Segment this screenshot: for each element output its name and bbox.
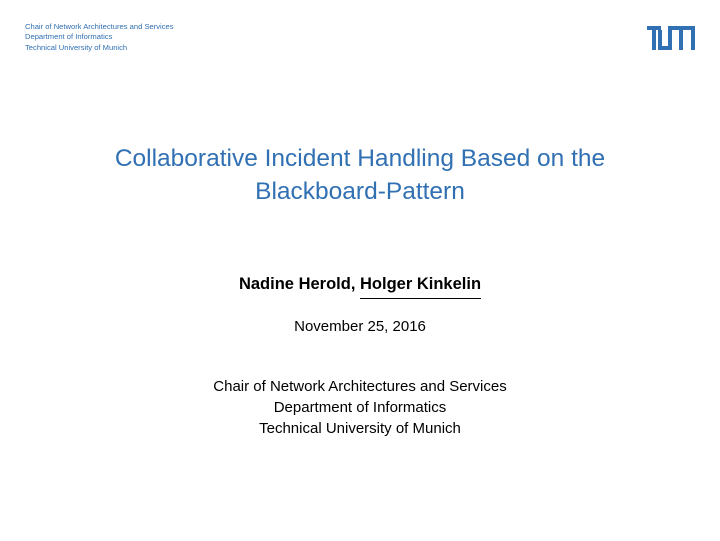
presentation-date: November 25, 2016 (294, 318, 426, 335)
presenter-name: Holger Kinkelin (360, 275, 481, 299)
affiliation-chair: Chair of Network Architectures and Services (213, 378, 507, 395)
author-name: Nadine Herold, (238, 275, 360, 293)
slide-title (0, 142, 720, 208)
header-department-line: Department of Informatics (25, 32, 113, 42)
header-university-line: Technical University of Munich (25, 42, 128, 52)
slide-title-line-2: Blackboard-Pattern (255, 178, 465, 205)
affiliation-department: Department of Informatics (273, 399, 447, 416)
tum-logo-icon (647, 26, 695, 50)
header-chair-line: Chair of Network Architectures and Services (25, 22, 174, 31)
slide-title-line-1: Collaborative Incident Handling Based on the (114, 145, 606, 172)
affiliation-university: Technical University of Munich (259, 420, 461, 437)
header-affiliation (25, 22, 174, 53)
authors (0, 275, 720, 299)
affiliation-block (0, 376, 720, 439)
